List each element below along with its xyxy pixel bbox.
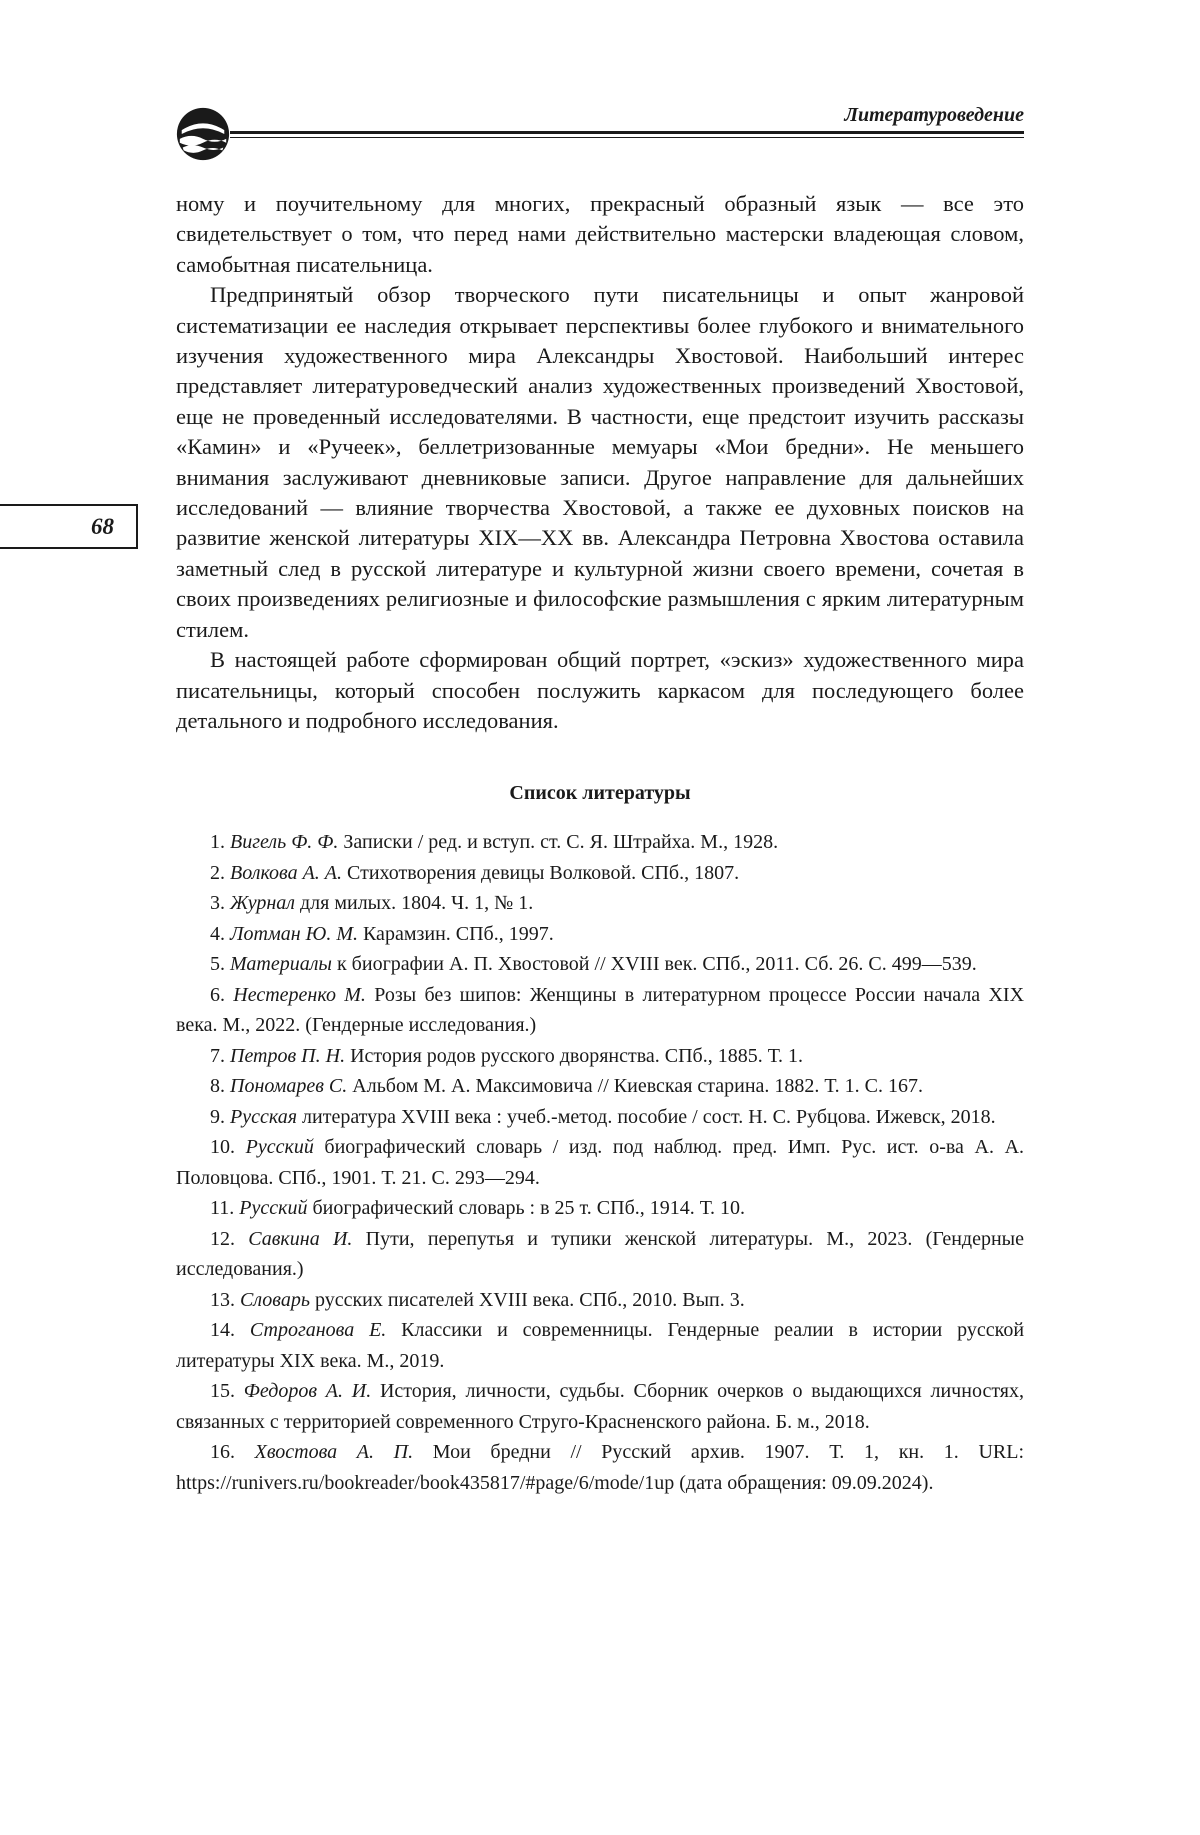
- reference-text: Альбом М. А. Максимовича // Киевская старина. 1882. Т. 1. С. 167.: [352, 1075, 923, 1098]
- reference-author: Пономарев С.: [230, 1075, 348, 1098]
- reference-item: [176, 1315, 1024, 1376]
- running-header-title: Литературоведение: [844, 104, 1024, 126]
- reference-number: 14.: [210, 1319, 235, 1342]
- reference-author: Федоров А. И.: [243, 1380, 372, 1403]
- reference-text: Карамзин. СПб., 1997.: [362, 922, 554, 945]
- references-title: Список литературы: [509, 782, 691, 805]
- reference-item: [176, 1041, 1024, 1072]
- reference-text: биографический словарь / изд. под наблюд. пред. Имп. Рус. ист. о-ва А. А. Половцова. СПб., 1901. Т. 21. С. 293—294.: [176, 1136, 1025, 1189]
- reference-text: к биографии А. П. Хвостовой // XVIII век. СПб., 2011. Сб. 26. С. 499—539.: [336, 953, 977, 976]
- reference-number: 3.: [210, 892, 225, 915]
- reference-author: Хвостова А. П.: [254, 1441, 414, 1464]
- reference-text: Классики и современницы. Гендерные реалии в истории русской литературы XIX века. М., 2019.: [176, 1319, 1025, 1372]
- reference-text: Розы без шипов: Женщины в литературном процессе России начала XIX века. М., 2022. (Гендерные исследования.): [176, 983, 1025, 1037]
- reference-text: русских писателей XVIII века. СПб., 2010. Вып. 3.: [314, 1288, 745, 1311]
- journal-logo-icon: [174, 105, 232, 163]
- reference-item: [176, 1437, 1024, 1498]
- reference-text: История родов русского дворянства. СПб., 1885. Т. 1.: [350, 1044, 803, 1067]
- body-paragraph: В настоящей работе сформирован общий портрет, «эскиз» художественного мира писательницы, который способен послужить каркасом для последующего более детального и подробного исследования.: [176, 647, 1024, 733]
- page-number: 68: [0, 504, 138, 549]
- references-list: [176, 827, 1024, 1498]
- reference-number: 16.: [210, 1441, 235, 1464]
- reference-number: 5.: [210, 953, 225, 976]
- reference-text: Пути, перепутья и тупики женской литературы. М., 2023. (Гендерные исследования.): [176, 1227, 1024, 1281]
- reference-author: Русский: [239, 1197, 308, 1220]
- reference-author: Лотман Ю. М.: [230, 922, 358, 945]
- reference-number: 6.: [210, 983, 225, 1006]
- reference-item: [176, 1285, 1024, 1316]
- reference-author: Строганова Е.: [249, 1319, 387, 1342]
- reference-item: [176, 919, 1024, 950]
- reference-text: Стихотворения девицы Волковой. СПб., 1807.: [347, 861, 740, 884]
- header-rule-thick: [230, 131, 1024, 134]
- reference-number: 10.: [210, 1136, 235, 1159]
- reference-author: Русская: [230, 1105, 298, 1128]
- reference-number: 2.: [210, 861, 225, 884]
- reference-item: [176, 980, 1024, 1041]
- reference-item: [176, 1193, 1024, 1224]
- reference-number: 11.: [210, 1197, 235, 1220]
- reference-item: [176, 858, 1024, 889]
- reference-item: [176, 949, 1024, 980]
- reference-text: для милых. 1804. Ч. 1, № 1.: [299, 892, 534, 915]
- header-rule-thin: [230, 137, 1024, 138]
- reference-author: Нестеренко М.: [233, 983, 366, 1006]
- reference-item: [176, 1071, 1024, 1102]
- reference-item: [176, 1132, 1024, 1193]
- reference-item: [176, 827, 1024, 858]
- reference-author: Журнал: [230, 892, 295, 915]
- reference-number: 9.: [210, 1105, 225, 1128]
- reference-number: 12.: [210, 1227, 235, 1250]
- reference-number: 7.: [210, 1044, 225, 1067]
- body-text: [176, 189, 1024, 736]
- reference-number: 8.: [210, 1075, 225, 1098]
- reference-author: Материалы: [230, 953, 332, 976]
- body-paragraph: Предпринятый обзор творческого пути писательницы и опыт жанровой систематизации ее наследия открывает перспективы более глубокого и внимательного изучения художественного мира Александры Хвостовой. Наибольший интерес представляет литературоведческий анализ художественных произведений Хвостовой, еще не проведенный исследователями. В частности, еще предстоит изучить рассказы «Камин» и «Ручеек», беллетризованные мемуары «Мои бредни». Не меньшего внимания заслуживают дневниковые записи. Другое направление для дальнейших исследований — влияние творчества Хвостовой, а также ее духовных поисков на развитие женской литературы XIX—XX вв. Александра Петровна Хвостова оставила заметный след в русской литературе и культурной жизни своего времени, сочетая в своих произведениях религиозные и философские размышления с ярким литературным стилем.: [176, 282, 1024, 642]
- reference-author: Савкина И.: [248, 1227, 353, 1250]
- page-content: [176, 189, 1024, 1498]
- reference-author: Словарь: [240, 1288, 310, 1311]
- reference-text: биографический словарь : в 25 т. СПб., 1914. Т. 10.: [312, 1197, 745, 1220]
- reference-number: 4.: [210, 922, 225, 945]
- reference-item: [176, 888, 1024, 919]
- reference-author: Петров П. Н.: [230, 1044, 346, 1067]
- reference-author: Вигель Ф. Ф.: [230, 831, 339, 854]
- reference-item: [176, 1376, 1024, 1437]
- reference-text: Мои бредни // Русский архив. 1907. Т. 1, кн. 1. URL: https://runivers.ru/bookreader/book435817/#page/6/mode/1up (дата обращения: 09.09.2024).: [176, 1441, 1024, 1494]
- reference-author: Волкова А. А.: [230, 861, 343, 884]
- reference-item: [176, 1224, 1024, 1285]
- reference-text: История, личности, судьбы. Сборник очерков о выдающихся личностях, связанных с территорией современного Струго-Красненского района. Б. м., 2018.: [176, 1380, 1024, 1433]
- reference-number: 1.: [210, 831, 225, 854]
- body-paragraph: ному и поучительному для многих, прекрасный образный язык — все это свидетельствует о том, что перед нами действительно мастерски владеющая словом, самобытная писательница.: [176, 191, 1024, 277]
- reference-text: Записки / ред. и вступ. ст. С. Я. Штрайха. М., 1928.: [343, 831, 779, 854]
- reference-author: Русский: [245, 1136, 314, 1159]
- reference-number: 15.: [210, 1380, 235, 1403]
- reference-text: литература XVIII века : учеб.-метод. пособие / сост. Н. С. Рубцова. Ижевск, 2018.: [302, 1105, 996, 1128]
- reference-item: [176, 1102, 1024, 1133]
- reference-number: 13.: [210, 1288, 235, 1311]
